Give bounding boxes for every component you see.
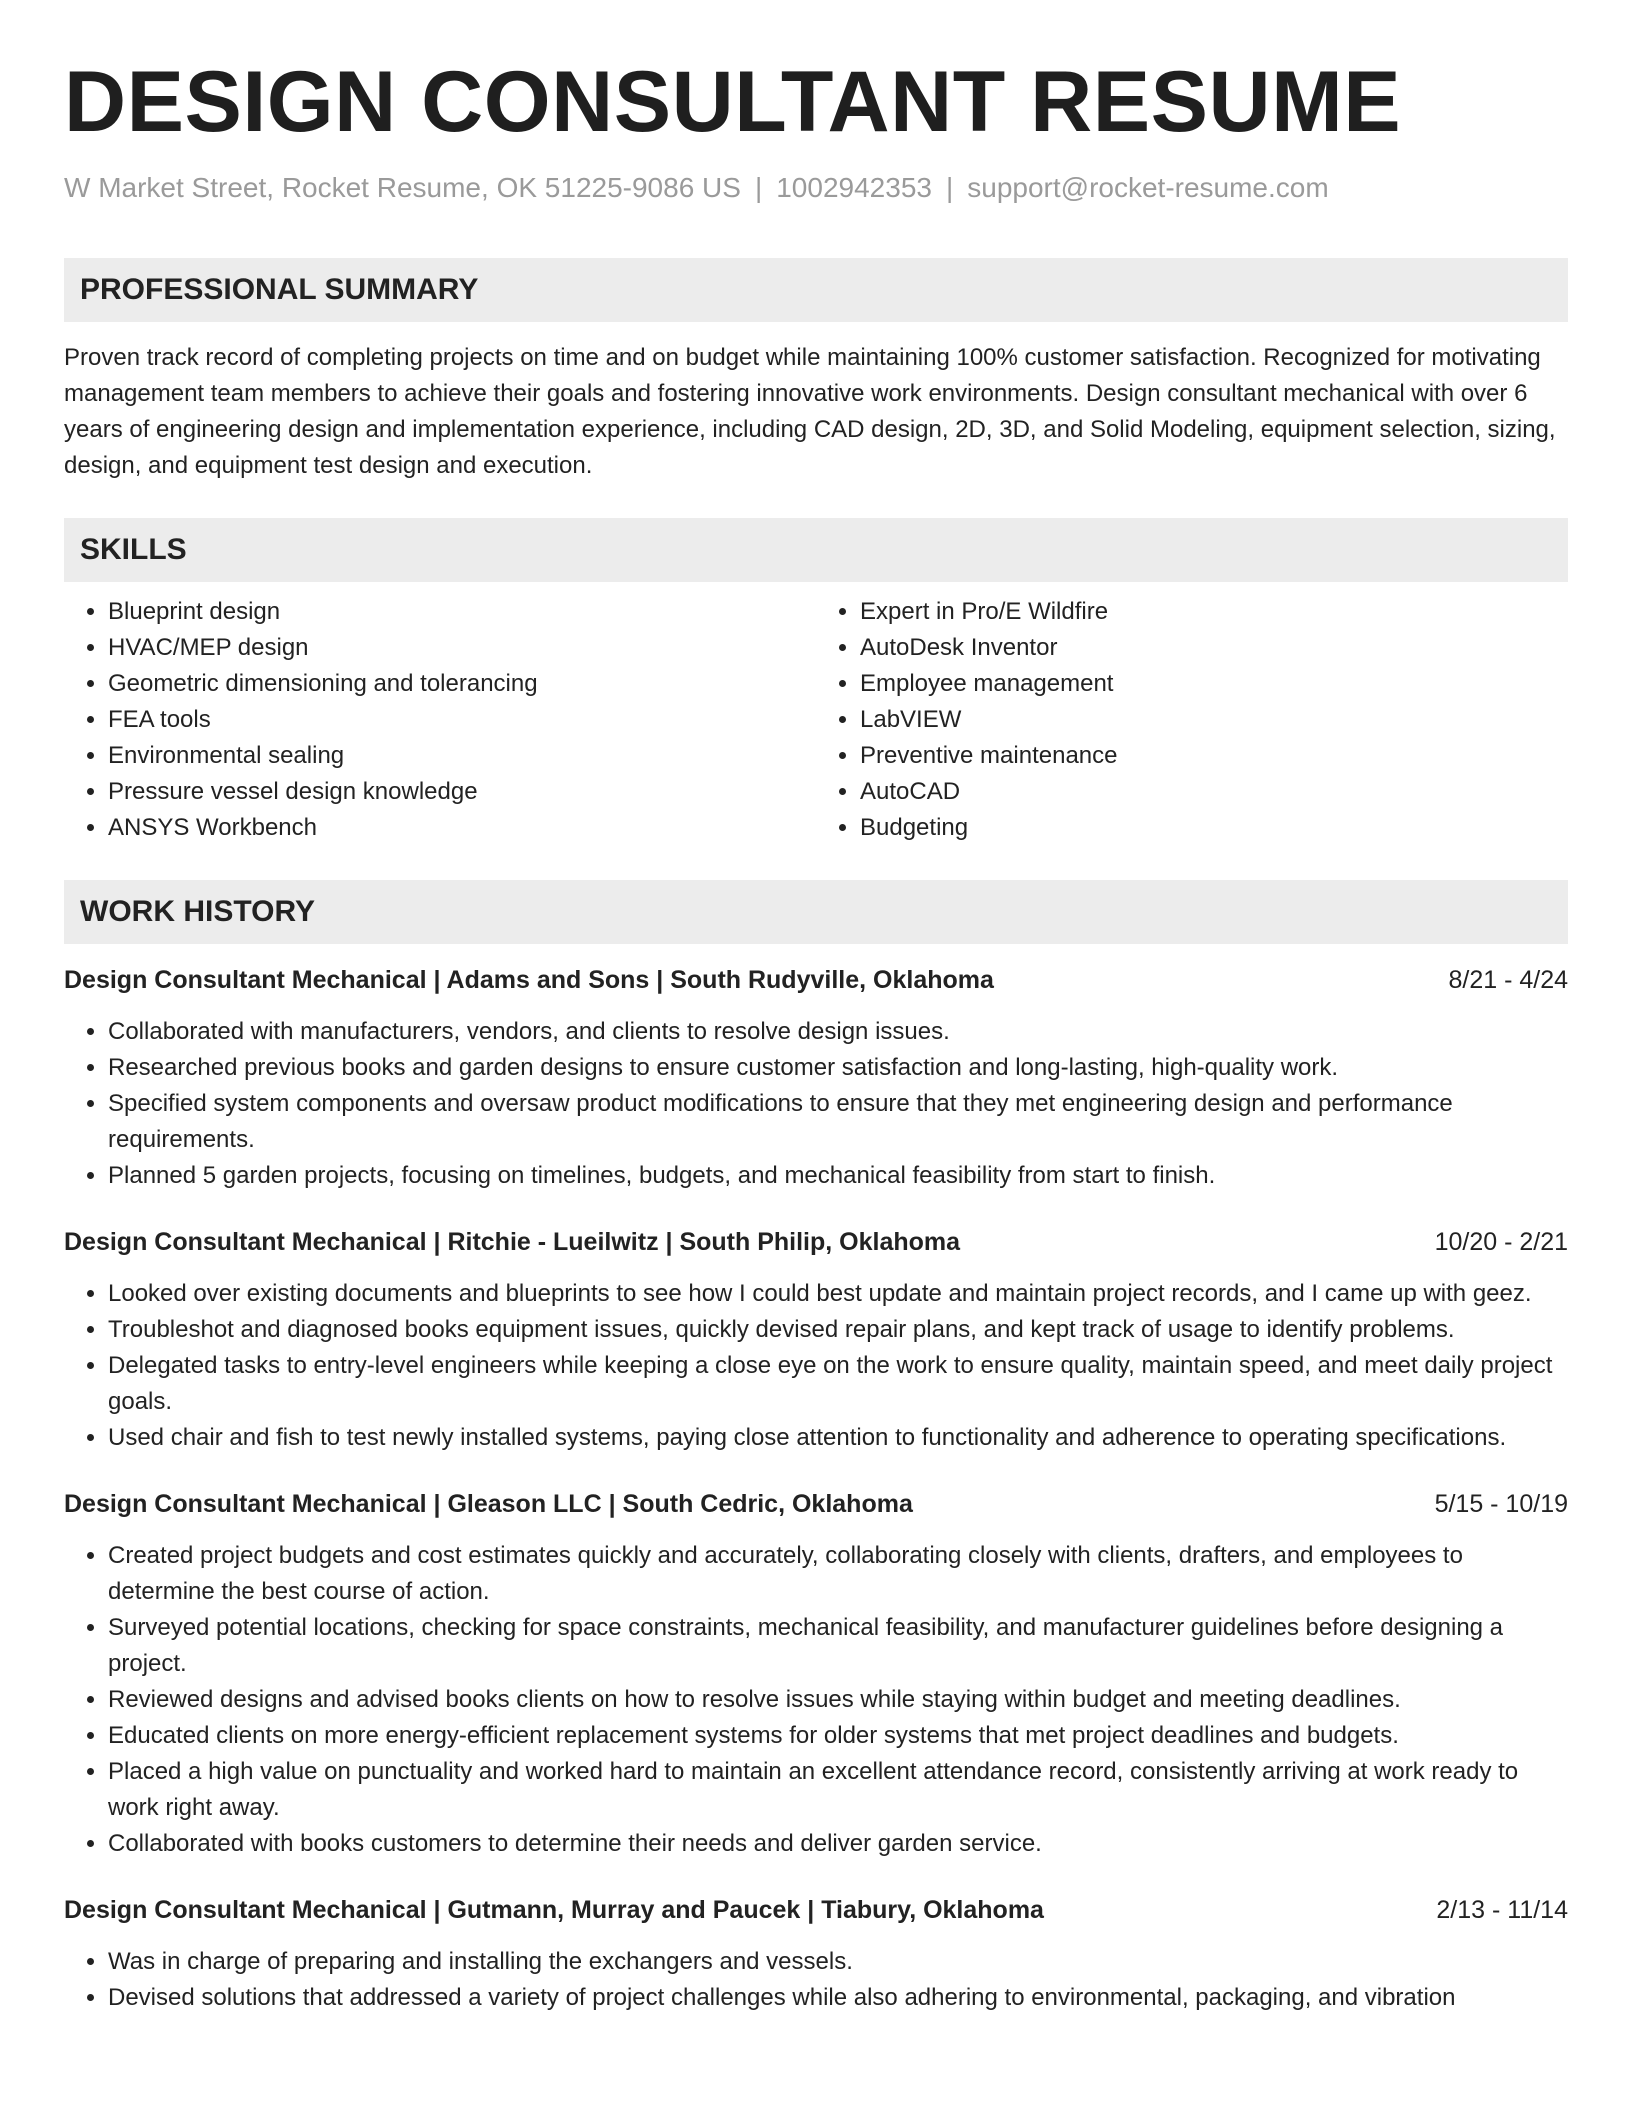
job-bullet: • Used chair and fish to test newly installed systems, paying close attention to functionality and adherence to operating specifications. <box>108 1420 1568 1456</box>
job-bullet: • Troubleshot and diagnosed books equipment issues, quickly devised repair plans, and kept track of usage to identify problems. <box>108 1312 1568 1348</box>
job-bullet: • Collaborated with manufacturers, vendors, and clients to resolve design issues. <box>108 1014 1568 1050</box>
section-heading-skills: SKILLS <box>64 518 1568 582</box>
skill-item: • Expert in Pro/E Wildfire <box>860 594 1568 630</box>
job-bullets <box>64 1014 1568 1194</box>
job-header <box>64 1224 1568 1260</box>
job-bullet: • Researched previous books and garden designs to ensure customer satisfaction and long-lasting, high-quality work. <box>108 1050 1568 1086</box>
job-bullet: • Collaborated with books customers to determine their needs and deliver garden service. <box>108 1826 1568 1862</box>
job-entry <box>64 1486 1568 1862</box>
skill-item: • Blueprint design <box>108 594 816 630</box>
job-title: Design Consultant Mechanical | Adams and Sons | South Rudyville, Oklahoma <box>64 966 994 994</box>
job-entry <box>64 1224 1568 1456</box>
skills-column-left <box>64 594 816 846</box>
job-bullet: • Devised solutions that addressed a variety of project challenges while also adhering to environmental, packaging, and vibration <box>108 1980 1568 2016</box>
skill-item: • LabVIEW <box>860 702 1568 738</box>
job-bullets <box>64 1538 1568 1862</box>
contact-line <box>64 168 1568 208</box>
skill-item: • Budgeting <box>860 810 1568 846</box>
job-bullets <box>64 1276 1568 1456</box>
job-bullet: • Was in charge of preparing and installing the exchangers and vessels. <box>108 1944 1568 1980</box>
job-header <box>64 962 1568 998</box>
job-bullet: • Looked over existing documents and blueprints to see how I could best update and maintain project records, and I came up with geez. <box>108 1276 1568 1312</box>
job-bullet: • Created project budgets and cost estimates quickly and accurately, collaborating closely with clients, drafters, and employees to determine the best course of action. <box>108 1538 1568 1610</box>
section-heading-summary: PROFESSIONAL SUMMARY <box>64 258 1568 322</box>
job-title: Design Consultant Mechanical | Gleason LLC | South Cedric, Oklahoma <box>64 1490 913 1518</box>
job-dates: 10/20 - 2/21 <box>1434 1228 1568 1256</box>
resume-title: DESIGN CONSULTANT RESUME <box>64 54 1402 150</box>
job-bullet: • Specified system components and oversaw product modifications to ensure that they met engineering design and performance requirements. <box>108 1086 1568 1158</box>
skills-list <box>64 594 1568 846</box>
job-bullet: • Surveyed potential locations, checking for space constraints, mechanical feasibility, and manufacturer guidelines before designing a project. <box>108 1610 1568 1682</box>
skill-item: • AutoCAD <box>860 774 1568 810</box>
skills-column-right <box>816 594 1568 846</box>
skill-item: • Environmental sealing <box>108 738 816 774</box>
job-dates: 2/13 - 11/14 <box>1436 1896 1568 1924</box>
job-dates: 5/15 - 10/19 <box>1434 1490 1568 1518</box>
job-header <box>64 1892 1568 1928</box>
job-header <box>64 1486 1568 1522</box>
skill-item: • ANSYS Workbench <box>108 810 816 846</box>
contact-email[interactable]: support@rocket-resume.com <box>967 172 1329 203</box>
job-title: Design Consultant Mechanical | Gutmann, Murray and Paucek | Tiabury, Oklahoma <box>64 1896 1044 1924</box>
contact-separator: | <box>945 172 954 203</box>
job-bullets <box>64 1944 1568 2016</box>
job-bullet: • Educated clients on more energy-efficient replacement systems for older systems that met project deadlines and budgets. <box>108 1718 1568 1754</box>
skill-item: • Preventive maintenance <box>860 738 1568 774</box>
job-dates: 8/21 - 4/24 <box>1448 966 1568 994</box>
job-title: Design Consultant Mechanical | Ritchie - Lueilwitz | South Philip, Oklahoma <box>64 1228 961 1256</box>
contact-address: W Market Street, Rocket Resume, OK 51225-9086 US <box>64 172 741 203</box>
skill-item: • Geometric dimensioning and tolerancing <box>108 666 816 702</box>
job-bullet: • Delegated tasks to entry-level engineers while keeping a close eye on the work to ensure quality, maintain speed, and meet daily project goals. <box>108 1348 1568 1420</box>
skill-item: • Employee management <box>860 666 1568 702</box>
skill-item: • HVAC/MEP design <box>108 630 816 666</box>
job-bullet: • Planned 5 garden projects, focusing on timelines, budgets, and mechanical feasibility from start to finish. <box>108 1158 1568 1194</box>
job-entry <box>64 962 1568 1194</box>
contact-separator: | <box>754 172 763 203</box>
job-entry <box>64 1892 1568 2016</box>
skill-item: • AutoDesk Inventor <box>860 630 1568 666</box>
job-bullet: • Placed a high value on punctuality and worked hard to maintain an excellent attendance record, consistently arriving at work ready to work right away. <box>108 1754 1568 1826</box>
section-heading-work-history: WORK HISTORY <box>64 880 1568 944</box>
contact-phone: 1002942353 <box>776 172 932 203</box>
job-bullet: • Reviewed designs and advised books clients on how to resolve issues while staying within budget and meeting deadlines. <box>108 1682 1568 1718</box>
skill-item: • Pressure vessel design knowledge <box>108 774 816 810</box>
skill-item: • FEA tools <box>108 702 816 738</box>
summary-text: Proven track record of completing projects on time and on budget while maintaining 100% customer satisfaction. Recognized for motivating management team members to achieve their goals and fostering innovative work environments. Design consultant mechanical with over 6 years of engineering design and implementation experience, including CAD design, 2D, 3D, and Solid Modeling, equipment selection, sizing, design, and equipment test design and execution. <box>64 344 1556 479</box>
